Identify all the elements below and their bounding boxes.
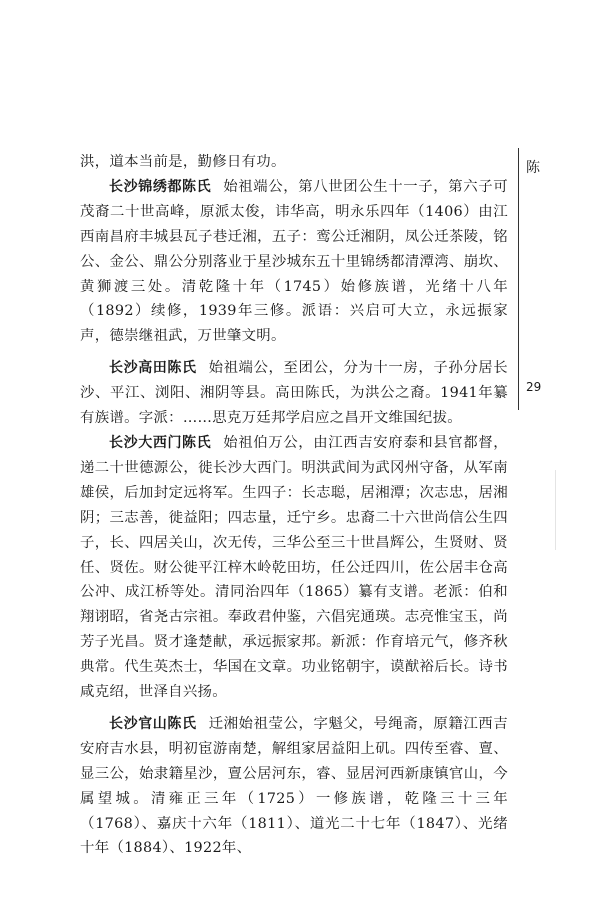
entry-guanshan-chen (80, 712, 508, 861)
entry-gaotian-chen (80, 356, 508, 431)
entry-title: 长沙锦绣都陈氏 (109, 178, 212, 195)
paragraph-continuation (80, 150, 508, 175)
entry-title: 长沙大西门陈氏 (109, 434, 212, 451)
entry-title: 长沙官山陈氏 (109, 715, 197, 732)
running-header-surname: 陈 (526, 160, 540, 176)
main-text (80, 150, 508, 861)
entry-title: 长沙高田陈氏 (109, 360, 197, 377)
entry-text: 迁湘始祖莹公，字魁父，号绳斋，原籍江西吉安府吉水县，明初宦游南楚，解组家居益阳上矶。四传至睿、亶、显三公，始隶籍星沙，亶公居河东，睿、显居河西新康镇官山，今属望城。清雍正三年（1725）一修族谱，乾隆三十三年（1768）、嘉庆十六年（1811）、道光二十七年（1847）、光绪十年（1884）、1922年、 (80, 715, 508, 857)
entry-text: 始祖端公，第八世团公生十一子，第六子可茂裔二十世高峰，原派太俊，讳华高，明永乐四年（1406）由江西南昌府丰城县瓦子巷迁湘，五子：鸾公迁湘阴，凤公迁茶陵，铭公、金公、鼎公分别落业于星沙城东五十里锦绣都清潭湾、崩坎、黄狮渡三处。清乾隆十年（1745）始修族谱，光绪十八年（1892）续修，1939年三修。派语：兴启可大立，永远振家声，德崇继祖武，万世肇文明。 (80, 178, 508, 345)
margin-rule (518, 148, 519, 410)
scan-artifact (555, 470, 556, 550)
page-number: 29 (526, 380, 542, 394)
entry-jinxiudu-chen (80, 175, 508, 349)
entry-daximen-chen (80, 431, 508, 705)
entry-text: 始祖伯万公，由江西吉安府泰和县官都督，递二十世德源公，徙长沙大西门。明洪武间为武冈州守备，从军南雄侯，后加封定远将军。生四子：长志聪，居湘潭；次志忠，居湘阴；三志善，徙益阳；四志量，迁宁乡。忠裔二十六世尚信公生四子，长、四居关山，次无传，三华公至三十世昌辉公，生贤财、贤任、贤佐。财公徙平江梓木岭乾田坊，任公迁四川，佐公居丰仓高公冲、成江桥等处。清同治四年（1865）纂有支谱。老派：伯和翔诩昭，省尧古宗祖。奉政君仲鉴，六倡宪通瑛。志亮惟宝玉，尚芳子光昌。贤才逢楚献，承远振家邦。新派：作育培元气，修齐秋典常。代生英杰士，华国在文章。功业铭朝宇，谟猷裕后长。诗书咸克绍，世泽自兴扬。 (80, 434, 508, 701)
entry-text: 始祖端公，至团公，分为十一房，子孙分居长沙、平江、浏阳、湘阴等县。高田陈氏，为洪公之裔。1941年纂有族谱。字派：……思克万廷邦学启应之昌开文维国纪拔。 (80, 360, 508, 427)
paragraph-text: 洪，道本当前是，勤修日有功。 (80, 154, 286, 170)
